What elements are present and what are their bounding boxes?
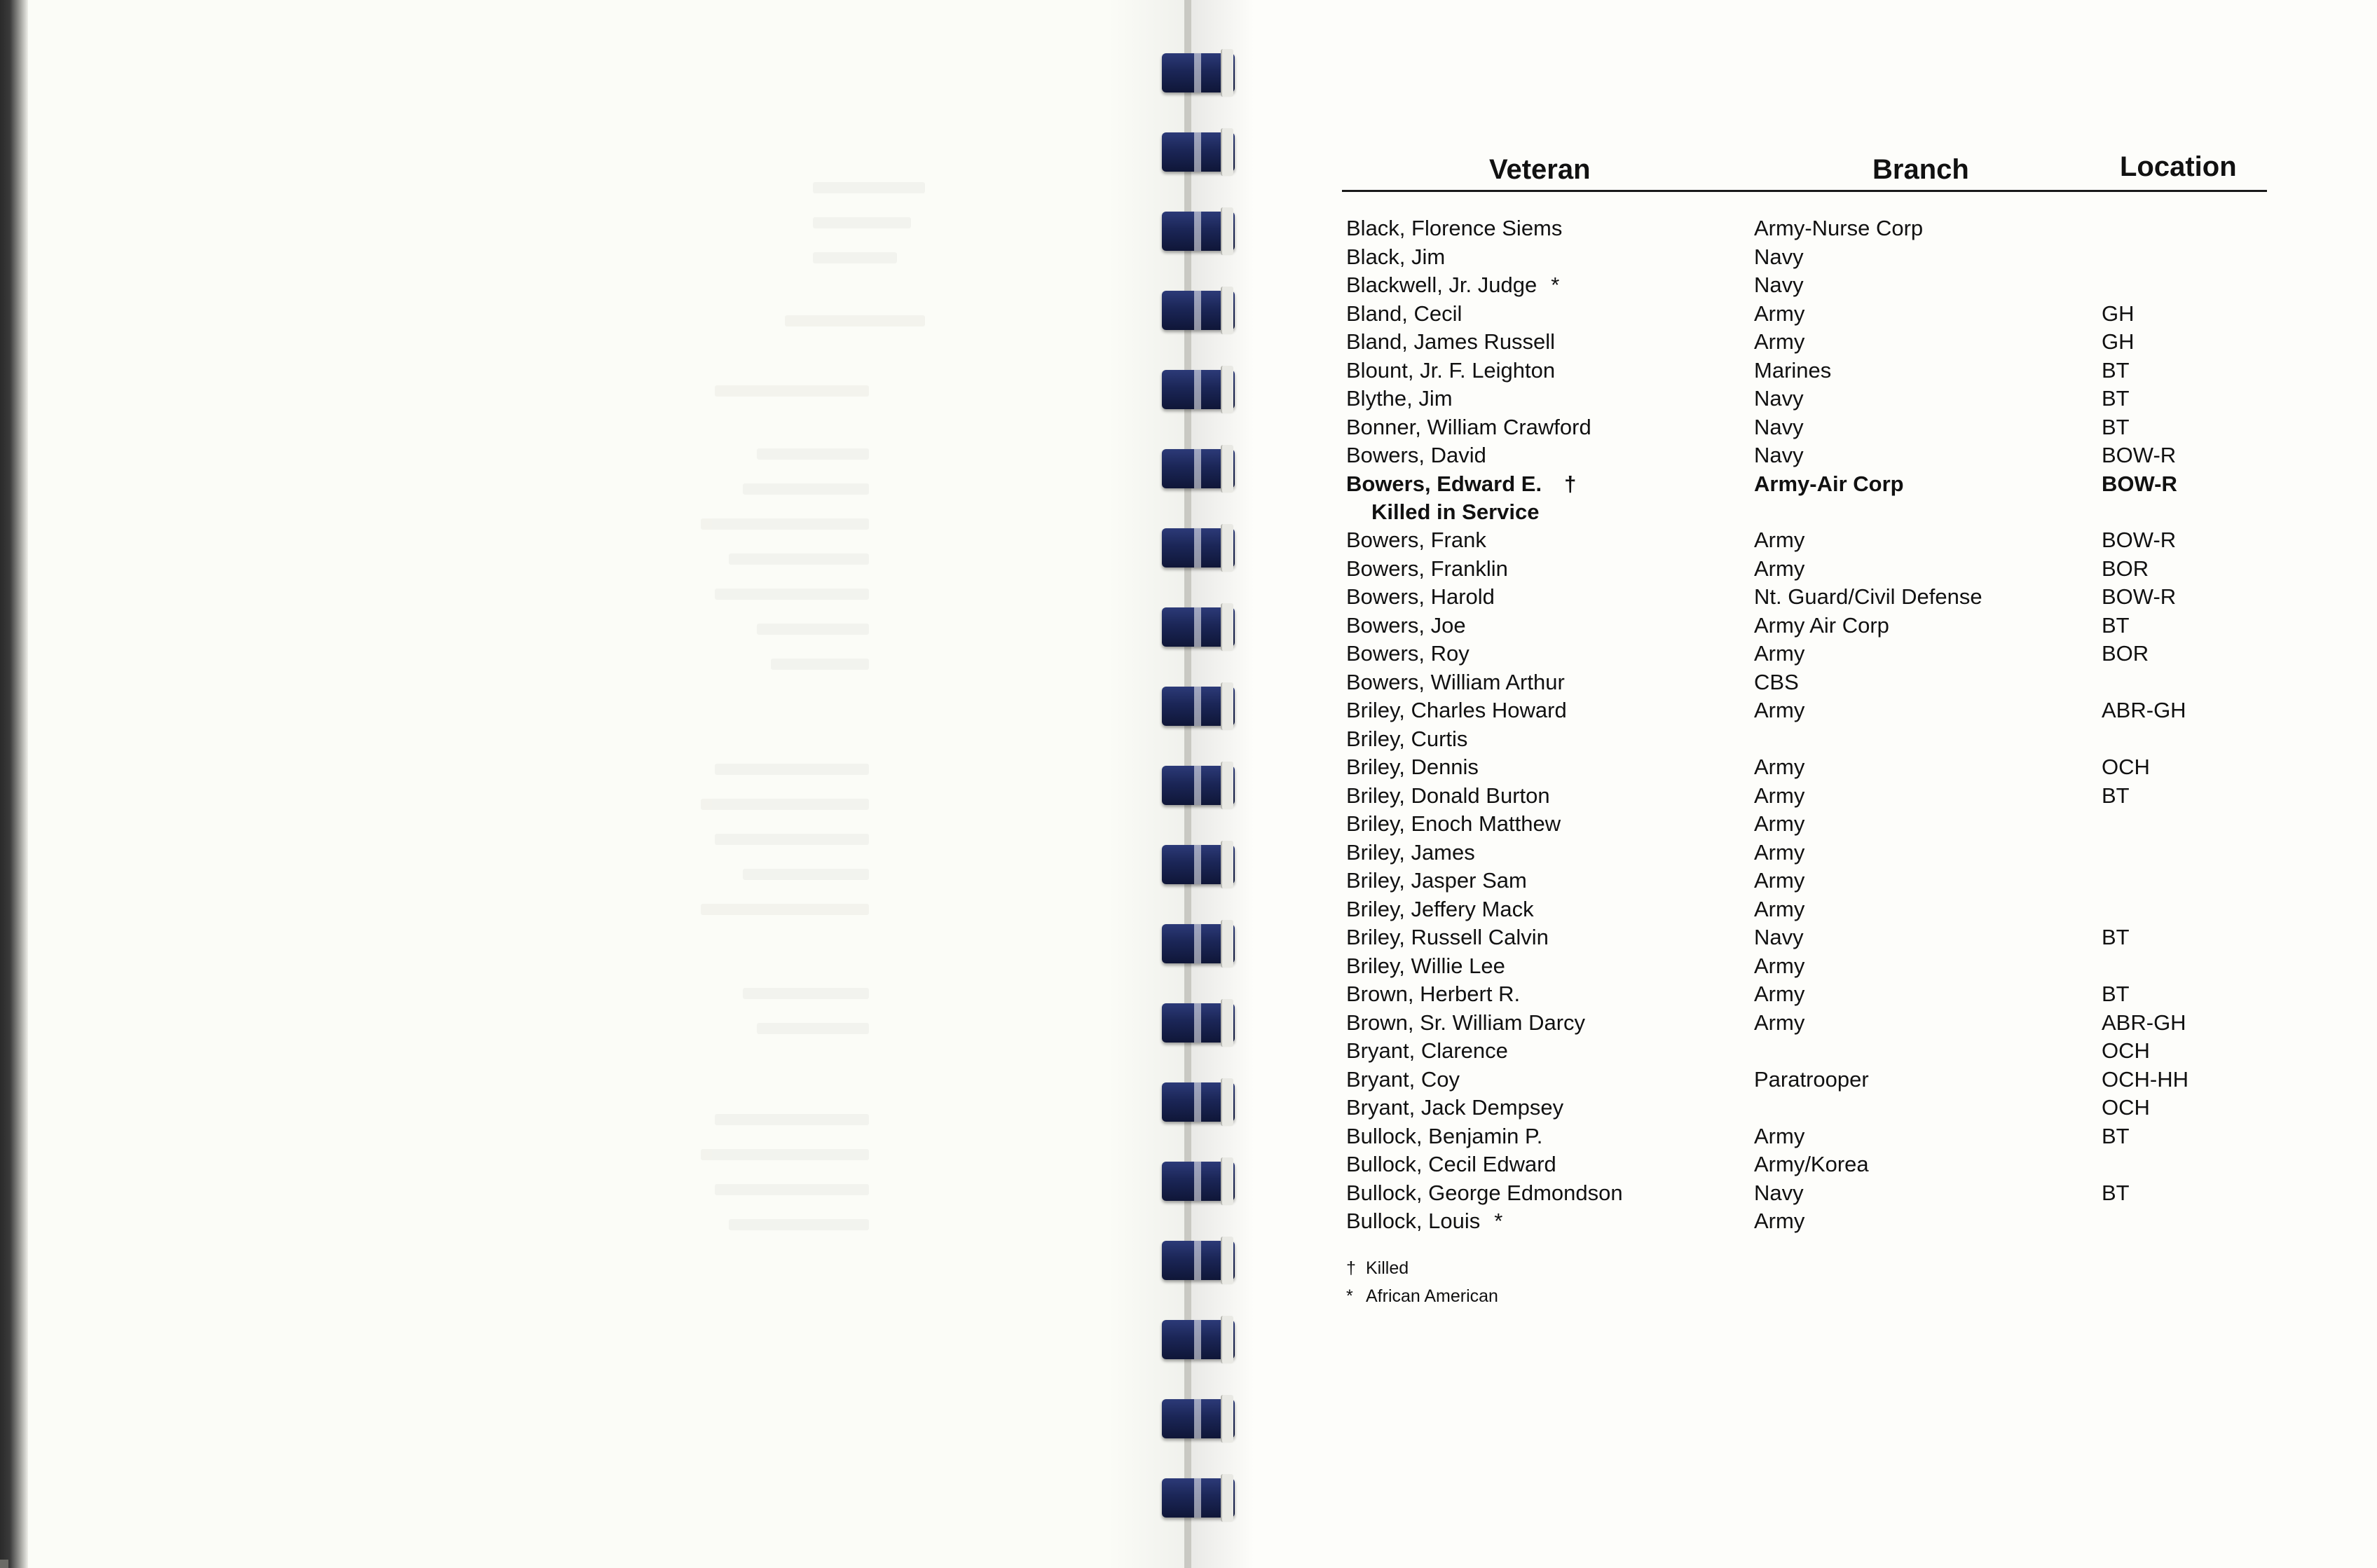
binding-coil [1162,682,1235,730]
veteran-name-text: Bryant, Clarence [1346,1038,1508,1063]
table-row [1342,526,2267,555]
veteran-name [1346,980,1520,1008]
veteran-name [1346,612,1466,640]
branch-cell: Army [1754,301,1805,326]
table-row [1342,243,2267,272]
branch-cell: Army [1754,556,1805,581]
veteran-name-text: Bullock, Cecil Edward [1346,1152,1556,1176]
location-cell: OCH-HH [2102,1066,2188,1092]
column-header-veteran: Veteran [1489,154,1591,185]
binding-coil [1162,49,1235,97]
veteran-name [1346,839,1475,867]
location-cell: BOR [2102,641,2149,666]
location-cell: BOR [2102,556,2149,581]
branch-cell: Army [1754,811,1805,836]
veteran-name [1346,1150,1556,1178]
veteran-table [1342,144,2267,1310]
location-cell: BT [2102,925,2130,949]
veteran-name-text: Bonner, William Crawford [1346,414,1591,439]
location-cell: BOW-R [2102,584,2177,609]
veteran-name [1346,300,1462,328]
veteran-name-text: Bowers, Roy [1346,641,1470,666]
branch-cell: Army [1754,1010,1805,1035]
legend-item [1342,1254,2267,1282]
branch-cell: Nt. Guard/Civil Defense [1754,584,1982,609]
table-row [1342,782,2267,811]
veteran-name [1346,782,1550,810]
location-cell: BOW-R [2102,528,2177,552]
branch-cell: Army [1754,528,1805,552]
legend-symbol: † [1346,1258,1356,1278]
veteran-name-text: Briley, Curtis [1346,726,1468,751]
binding-coil [1162,999,1235,1047]
binding-coil [1162,1237,1235,1284]
table-row [1342,1150,2267,1179]
binding-coil [1162,1157,1235,1205]
branch-cell: Army [1754,1123,1805,1148]
table-row [1342,441,2267,470]
location-cell: BOW-R [2102,471,2177,496]
legend [1342,1254,2267,1310]
veteran-name-text: Bowers, Franklin [1346,556,1508,581]
left-page [28,0,1184,1568]
location-cell: ABR-GH [2102,1010,2186,1035]
table-header [1342,144,2267,192]
veteran-name-text: Black, Jim [1346,244,1446,269]
veteran-name-text: Bowers, William Arthur [1346,669,1565,694]
veteran-name [1346,1037,1508,1065]
table-row [1342,1179,2267,1208]
legend-label: Killed [1366,1258,1409,1278]
veteran-name-text: Blount, Jr. F. Leighton [1346,357,1556,383]
veteran-name-text: Bowers, Frank [1346,528,1486,552]
table-row [1342,413,2267,442]
branch-cell: Paratrooper [1754,1066,1869,1092]
veteran-name [1346,271,1559,299]
table-row [1342,214,2267,243]
veteran-name [1346,385,1453,413]
veteran-name-text: Briley, Donald Burton [1346,783,1550,808]
veteran-name [1346,668,1565,696]
binding-coil [1162,762,1235,809]
legend-item [1342,1282,2267,1310]
binding-coil [1162,207,1235,255]
veteran-name-text: Bowers, Edward E. [1346,471,1542,496]
table-row [1342,952,2267,981]
location-cell: BT [2102,1180,2130,1205]
veteran-name [1346,357,1555,385]
column-header-location: Location [2120,151,2237,182]
location-cell: BT [2102,1123,2130,1148]
table-row [1342,725,2267,754]
location-cell: GH [2102,329,2135,354]
veteran-name-text: Briley, Dennis [1346,755,1479,779]
table-row [1342,470,2267,499]
table-row [1342,555,2267,584]
veteran-name [1346,1094,1563,1122]
branch-cell: Navy [1754,443,1804,467]
veteran-name-text: Bland, Cecil [1346,301,1462,326]
killed-marker: † [1564,471,1577,496]
branch-cell: Army [1754,641,1805,666]
veteran-name [1346,696,1567,724]
row-note: Killed in Service [1371,500,1540,524]
veteran-name [1346,413,1591,441]
veteran-name [1346,1179,1623,1207]
veteran-name-text: Briley, Jeffery Mack [1346,896,1534,921]
table-row [1342,357,2267,385]
veteran-name-text: Brown, Herbert R. [1346,982,1521,1006]
table-row [1342,583,2267,612]
table-row [1342,923,2267,952]
veteran-name [1346,923,1549,951]
branch-cell: CBS [1754,669,1799,694]
location-cell: OCH [2102,1095,2150,1120]
veteran-name [1346,243,1445,271]
binding-coil [1162,445,1235,493]
location-cell: BT [2102,783,2130,808]
veteran-name [1346,1066,1460,1094]
table-row [1342,300,2267,329]
table-row [1342,640,2267,668]
veteran-name-text: Bryant, Coy [1346,1066,1460,1092]
branch-cell: Army [1754,839,1805,865]
table-row [1342,839,2267,867]
african-american-marker: * [1551,273,1560,297]
branch-cell: Navy [1754,414,1804,439]
veteran-name [1346,441,1486,469]
binding-coil [1162,1078,1235,1126]
veteran-name [1346,526,1486,554]
table-row [1342,1066,2267,1094]
legend-label: African American [1366,1286,1498,1306]
location-cell: BT [2102,386,2130,411]
table-row [1342,668,2267,697]
veteran-name-text: Briley, James [1346,839,1475,865]
veteran-name-text: Brown, Sr. William Darcy [1346,1010,1586,1035]
table-row [1342,696,2267,725]
legend-symbol: * [1346,1286,1353,1306]
binding-coil [1162,1395,1235,1443]
table-row [1342,328,2267,357]
table-row [1342,1094,2267,1122]
location-cell: OCH [2102,1038,2150,1063]
veteran-name [1346,810,1561,838]
veteran-name-text: Briley, Enoch Matthew [1346,811,1561,836]
location-cell: BT [2102,414,2130,439]
veteran-name [1346,555,1508,583]
branch-cell: Army [1754,1209,1805,1233]
branch-cell: Navy [1754,925,1804,949]
table-row [1342,1207,2267,1236]
binding-coil [1162,128,1235,176]
veteran-name-text: Blackwell, Jr. Judge [1346,273,1537,297]
bleed-through-text [84,154,995,1415]
binding-coil [1162,841,1235,888]
binding-coil [1162,524,1235,572]
table-row [1342,753,2267,782]
veteran-name-text: Briley, Willie Lee [1346,953,1505,978]
table-row [1342,980,2267,1009]
branch-cell: Army [1754,868,1805,893]
veteran-name-text: Bowers, Joe [1346,612,1466,638]
branch-cell: Navy [1754,273,1804,297]
binding-coil [1162,366,1235,413]
veteran-name-text: Bullock, George Edmondson [1346,1180,1623,1205]
binding-coil [1162,1474,1235,1522]
veteran-name-text: Bowers, Harold [1346,584,1495,609]
branch-cell: Army [1754,982,1805,1006]
page-corner [0,1560,8,1568]
branch-cell: Navy [1754,244,1804,269]
table-row [1342,810,2267,839]
branch-cell: Army [1754,896,1805,921]
table-row [1342,271,2267,300]
veteran-name-text: Bullock, Benjamin P. [1346,1123,1543,1148]
branch-cell: Navy [1754,386,1804,411]
location-cell: OCH [2102,755,2150,779]
veteran-name [1346,895,1534,923]
veteran-name [1346,725,1467,753]
table-row [1342,612,2267,640]
column-header-branch: Branch [1872,154,1969,185]
table-row [1342,1122,2267,1151]
veteran-name-text: Bland, James Russell [1346,329,1556,354]
table-body [1342,214,2267,1236]
veteran-name [1346,214,1562,242]
branch-cell: Army Air Corp [1754,612,1889,638]
branch-cell: Army [1754,755,1805,779]
branch-cell: Navy [1754,1180,1804,1205]
branch-cell: Army-Air Corp [1754,471,1904,496]
branch-cell: Army-Nurse Corp [1754,216,1924,240]
branch-cell: Army [1754,329,1805,354]
veteran-name-text: Bullock, Louis [1346,1209,1481,1233]
branch-cell: Army [1754,783,1805,808]
branch-cell: Marines [1754,357,1832,383]
binding-coil [1162,603,1235,651]
veteran-name-text: Briley, Charles Howard [1346,698,1567,722]
location-cell: GH [2102,301,2135,326]
veteran-name-text: Black, Florence Siems [1346,216,1563,240]
table-row [1342,867,2267,895]
branch-cell: Army/Korea [1754,1152,1869,1176]
african-american-marker: * [1494,1209,1503,1233]
veteran-name-text: Bryant, Jack Dempsey [1346,1095,1564,1120]
branch-cell: Army [1754,953,1805,978]
veteran-name [1346,1009,1585,1037]
book-cover-edge [0,0,28,1568]
veteran-name [1346,640,1470,668]
veteran-name [1346,753,1479,781]
binding-coil [1162,1316,1235,1363]
location-cell: BOW-R [2102,443,2177,467]
location-cell: BT [2102,612,2130,638]
veteran-name [1346,1207,1502,1235]
binding-coil [1162,920,1235,968]
location-cell: ABR-GH [2102,698,2186,722]
location-cell: BT [2102,982,2130,1006]
veteran-name [1346,1122,1542,1150]
veteran-name [1346,952,1505,980]
veteran-name-text: Briley, Jasper Sam [1346,868,1527,893]
table-row [1342,385,2267,413]
location-cell: BT [2102,357,2130,383]
veteran-name [1346,328,1555,356]
table-row [1342,895,2267,924]
table-row [1342,1037,2267,1066]
veteran-name-text: Bowers, David [1346,443,1486,467]
veteran-name-text: Briley, Russell Calvin [1346,925,1549,949]
binding-coil [1162,287,1235,334]
veteran-name [1346,470,1576,498]
spiral-binding [1156,49,1240,1562]
veteran-name-text: Blythe, Jim [1346,386,1453,411]
veteran-name [1346,867,1527,895]
table-row [1342,1009,2267,1038]
veteran-name [1346,583,1495,611]
branch-cell: Army [1754,698,1805,722]
